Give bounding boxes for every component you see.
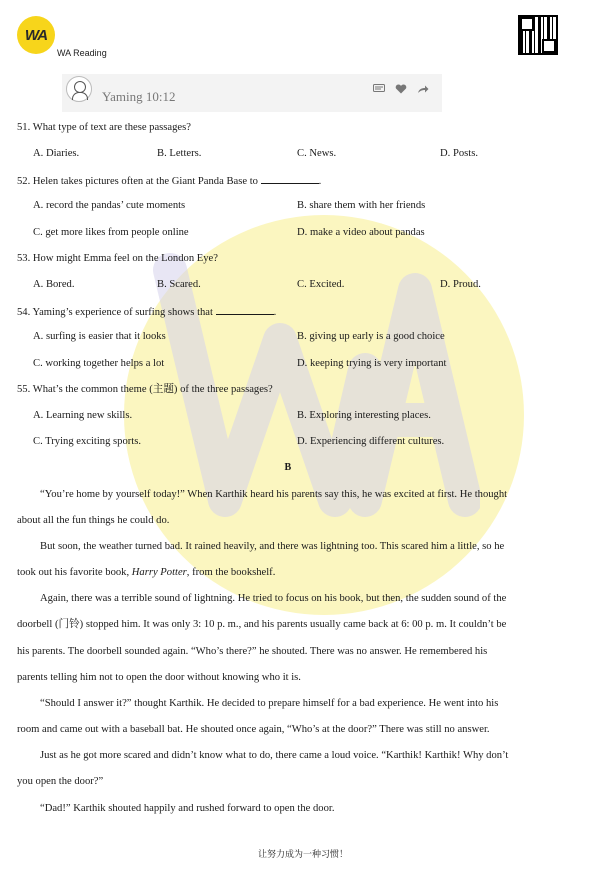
avatar	[66, 76, 92, 102]
passage-line: room and came out with a baseball bat. He shouted once again, “Who’s at the door?” There was still no answer.	[17, 724, 490, 735]
q54-option-b: B. giving up early is a good choice	[297, 331, 445, 342]
post-actions	[373, 84, 429, 94]
answer-blank	[261, 173, 319, 184]
passage-text: , from the bookshelf.	[186, 567, 276, 578]
answer-blank	[216, 304, 274, 315]
q55-option-b: B. Exploring interesting places.	[297, 410, 431, 421]
q54-option-d: D. keeping trying is very important	[297, 358, 447, 369]
q53-option-a: A. Bored.	[33, 279, 75, 290]
q53-option-b: B. Scared.	[157, 279, 201, 290]
passage-line: “Dad!” Karthik shouted happily and rushed forward to open the door.	[40, 803, 335, 814]
q53-option-d: D. Proud.	[440, 279, 481, 290]
q51-option-b: B. Letters.	[157, 148, 202, 159]
post-author-time: Yaming 10:12	[102, 89, 176, 104]
q54-option-c: C. working together helps a lot	[33, 358, 165, 369]
passage-line: “Should I answer it?” thought Karthik. He decided to prepare himself for a bad experience. He went into his	[40, 698, 499, 709]
heart-icon[interactable]	[395, 84, 407, 94]
passage-line: you open the door?”	[17, 776, 104, 787]
q52-stem-text: 52. Helen takes pictures often at the Giant Panda Base to	[17, 176, 258, 187]
q52-option-a: A. record the pandas’ cute moments	[33, 200, 186, 211]
question-51-stem: 51. What type of text are these passages?	[17, 122, 191, 133]
q55-option-d: D. Experiencing different cultures.	[297, 436, 445, 447]
question-55-stem: 55. What’s the common theme (主题) of the three passages?	[17, 384, 273, 395]
passage-line: his parents. The doorbell sounded again. “Who’s there?” he shouted. There was no answer. He remembered his	[17, 646, 488, 657]
q55-option-c: C. Trying exciting sports.	[33, 436, 142, 447]
qr-code-icon	[518, 15, 558, 55]
q52-option-d: D. make a video about pandas	[297, 227, 425, 238]
brand-name: WA Reading	[57, 48, 107, 58]
q53-option-c: C. Excited.	[297, 279, 345, 290]
page-footer: 让努力成为一种习惯！	[257, 850, 348, 860]
q52-stem-end: .	[318, 176, 322, 187]
book-title: Harry Potter	[131, 567, 187, 578]
q54-option-a: A. surfing is easier that it looks	[33, 331, 166, 342]
passage-line: Again, there was a terrible sound of lightning. He tried to focus on his book, but then, the sudden sound of the	[40, 593, 507, 604]
passage-line: about all the fun things he could do.	[17, 515, 170, 526]
comment-icon[interactable]	[373, 84, 385, 94]
share-icon[interactable]	[417, 84, 429, 94]
wa-logo: WA	[17, 16, 55, 54]
passage-line: “You’re home by yourself today!” When Karthik heard his parents say this, he was excited at first. He thought	[40, 489, 508, 500]
q51-option-a: A. Diaries.	[33, 148, 80, 159]
question-54-stem	[17, 304, 276, 319]
q51-option-d: D. Posts.	[440, 148, 478, 159]
passage-line	[17, 566, 275, 579]
passage-text: took out his favorite book,	[17, 567, 132, 578]
q52-option-b: B. share them with her friends	[297, 200, 426, 211]
question-53-stem: 53. How might Emma feel on the London Eye?	[17, 253, 218, 264]
q52-option-c: C. get more likes from people online	[33, 227, 189, 238]
section-heading: B	[284, 462, 292, 473]
passage-line: parents telling him not to open the door without knowing who it is.	[17, 672, 301, 683]
question-52-stem	[17, 173, 321, 188]
q54-stem-text: 54. Yaming’s experience of surfing shows that	[17, 307, 213, 318]
q55-option-a: A. Learning new skills.	[33, 410, 133, 421]
q51-option-c: C. News.	[297, 148, 337, 159]
passage-line: But soon, the weather turned bad. It rained heavily, and there was lightning too. This scared him a little, so he	[40, 541, 505, 552]
passage-line: Just as he got more scared and didn’t know what to do, there came a loud voice. “Karthik! Karthik! Why don’t	[40, 750, 509, 761]
q54-stem-end: .	[273, 307, 277, 318]
passage-line: doorbell (门铃) stopped him. It was only 3: 10 p. m., and his parents usually came back at 6: 00 p. m. It couldn’t be	[17, 619, 507, 630]
